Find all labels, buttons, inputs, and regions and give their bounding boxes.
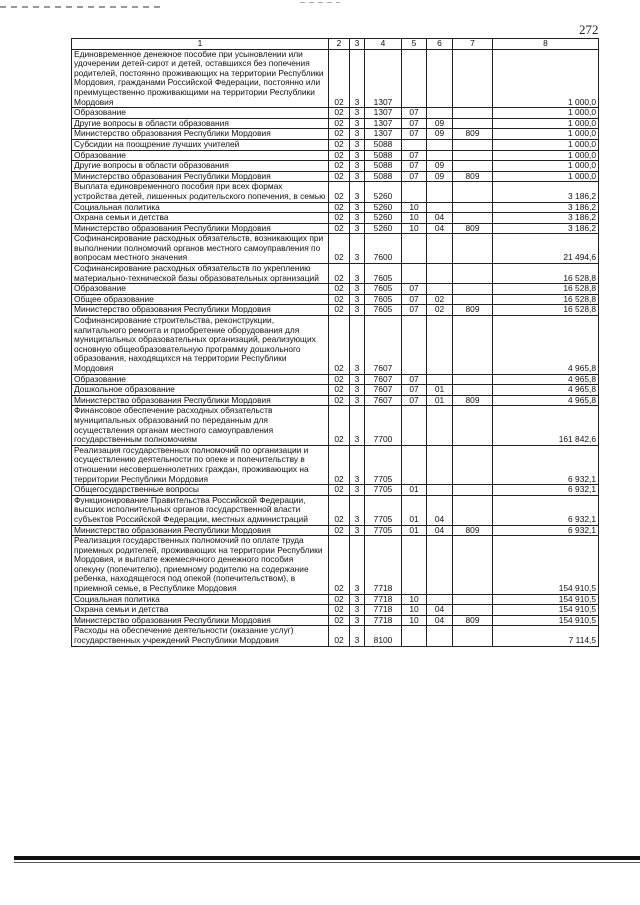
subsection-cell bbox=[427, 626, 453, 646]
code-cell: 3 bbox=[350, 161, 365, 172]
department-cell bbox=[453, 49, 493, 108]
table-row bbox=[72, 615, 599, 626]
target-article-cell: 5260 bbox=[365, 182, 402, 202]
department-cell: 809 bbox=[453, 129, 493, 140]
subsection-cell: 01 bbox=[427, 395, 453, 406]
section-cell: 07 bbox=[402, 129, 427, 140]
table-row bbox=[72, 264, 599, 284]
row-name-cell: Софинансирование расходных обязательств, возникающих при выполнении полномочий органов местного самоуправления по вопросам местного значения bbox=[72, 234, 329, 264]
row-name-cell: Охрана семьи и детства bbox=[72, 213, 329, 224]
code-cell: 3 bbox=[350, 594, 365, 605]
code-cell: 02 bbox=[329, 605, 350, 616]
code-cell: 02 bbox=[329, 525, 350, 536]
target-article-cell: 8100 bbox=[365, 626, 402, 646]
department-cell bbox=[453, 626, 493, 646]
amount-cell: 1 000,0 bbox=[493, 49, 599, 108]
column-header: 7 bbox=[453, 39, 493, 50]
code-cell: 3 bbox=[350, 150, 365, 161]
code-cell: 3 bbox=[350, 316, 365, 375]
department-cell: 809 bbox=[453, 615, 493, 626]
section-cell: 07 bbox=[402, 118, 427, 129]
target-article-cell: 5260 bbox=[365, 223, 402, 234]
code-cell: 02 bbox=[329, 485, 350, 496]
code-cell: 3 bbox=[350, 284, 365, 295]
table-row bbox=[72, 150, 599, 161]
code-cell: 3 bbox=[350, 406, 365, 445]
table-row bbox=[72, 495, 599, 525]
code-cell: 02 bbox=[329, 118, 350, 129]
subsection-cell bbox=[427, 284, 453, 295]
code-cell: 02 bbox=[329, 626, 350, 646]
section-cell: 07 bbox=[402, 161, 427, 172]
table-row bbox=[72, 108, 599, 119]
scan-artifact bbox=[0, 6, 160, 8]
table-row bbox=[72, 406, 599, 445]
code-cell: 3 bbox=[350, 495, 365, 525]
target-article-cell: 5088 bbox=[365, 139, 402, 150]
subsection-cell: 04 bbox=[427, 615, 453, 626]
subsection-cell: 04 bbox=[427, 213, 453, 224]
subsection-cell bbox=[427, 406, 453, 445]
table-header-row bbox=[72, 39, 599, 50]
section-cell: 10 bbox=[402, 594, 427, 605]
table-row bbox=[72, 305, 599, 316]
amount-cell: 4 965,8 bbox=[493, 395, 599, 406]
table-row bbox=[72, 49, 599, 108]
subsection-cell: 09 bbox=[427, 171, 453, 182]
code-cell: 02 bbox=[329, 316, 350, 375]
column-header: 4 bbox=[365, 39, 402, 50]
section-cell: 07 bbox=[402, 374, 427, 385]
target-article-cell: 7607 bbox=[365, 395, 402, 406]
subsection-cell: 02 bbox=[427, 305, 453, 316]
department-cell bbox=[453, 118, 493, 129]
code-cell: 02 bbox=[329, 202, 350, 213]
table-row bbox=[72, 182, 599, 202]
section-cell: 10 bbox=[402, 213, 427, 224]
code-cell: 02 bbox=[329, 594, 350, 605]
target-article-cell: 7718 bbox=[365, 594, 402, 605]
department-cell bbox=[453, 108, 493, 119]
row-name-cell: Образование bbox=[72, 374, 329, 385]
table-row bbox=[72, 294, 599, 305]
code-cell: 02 bbox=[329, 234, 350, 264]
department-cell bbox=[453, 202, 493, 213]
code-cell: 02 bbox=[329, 108, 350, 119]
amount-cell: 3 186,2 bbox=[493, 202, 599, 213]
amount-cell: 154 910,5 bbox=[493, 615, 599, 626]
row-name-cell: Образование bbox=[72, 150, 329, 161]
subsection-cell: 04 bbox=[427, 223, 453, 234]
amount-cell: 1 000,0 bbox=[493, 161, 599, 172]
code-cell: 3 bbox=[350, 49, 365, 108]
column-header: 2 bbox=[329, 39, 350, 50]
code-cell: 3 bbox=[350, 118, 365, 129]
scan-edge bbox=[14, 856, 640, 860]
target-article-cell: 7605 bbox=[365, 305, 402, 316]
section-cell bbox=[402, 49, 427, 108]
code-cell: 3 bbox=[350, 525, 365, 536]
department-cell: 809 bbox=[453, 525, 493, 536]
code-cell: 3 bbox=[350, 605, 365, 616]
table-row bbox=[72, 161, 599, 172]
amount-cell: 161 842,6 bbox=[493, 406, 599, 445]
table-row bbox=[72, 525, 599, 536]
amount-cell: 16 528,8 bbox=[493, 264, 599, 284]
row-name-cell: Реализация государственных полномочий по организации и осуществлению деятельности по опеке и попечительству в отношении несовершеннолетних граждан, проживающих на территории Республики Мордовия bbox=[72, 445, 329, 484]
code-cell: 02 bbox=[329, 49, 350, 108]
department-cell bbox=[453, 495, 493, 525]
department-cell: 809 bbox=[453, 395, 493, 406]
target-article-cell: 1307 bbox=[365, 129, 402, 140]
amount-cell: 16 528,8 bbox=[493, 294, 599, 305]
code-cell: 3 bbox=[350, 202, 365, 213]
target-article-cell: 7705 bbox=[365, 485, 402, 496]
code-cell: 02 bbox=[329, 150, 350, 161]
code-cell: 02 bbox=[329, 374, 350, 385]
code-cell: 3 bbox=[350, 305, 365, 316]
amount-cell: 16 528,8 bbox=[493, 284, 599, 295]
target-article-cell: 7607 bbox=[365, 374, 402, 385]
subsection-cell: 01 bbox=[427, 385, 453, 396]
subsection-cell bbox=[427, 49, 453, 108]
row-name-cell: Другие вопросы в области образования bbox=[72, 118, 329, 129]
section-cell: 07 bbox=[402, 150, 427, 161]
code-cell: 3 bbox=[350, 213, 365, 224]
code-cell: 02 bbox=[329, 161, 350, 172]
column-header: 5 bbox=[402, 39, 427, 50]
row-name-cell: Охрана семьи и детства bbox=[72, 605, 329, 616]
amount-cell: 154 910,5 bbox=[493, 594, 599, 605]
section-cell: 07 bbox=[402, 108, 427, 119]
row-name-cell: Единовременное денежное пособие при усыновлении или удочерении детей-сирот и детей, оставшихся без попечения родителей, постоянно проживающих на территории Республики Мордовия, гражданами Российской Федерации, постоянно или преимущественно проживающими на территории Республики Мордовия bbox=[72, 49, 329, 108]
department-cell: 809 bbox=[453, 171, 493, 182]
section-cell: 10 bbox=[402, 615, 427, 626]
table-row bbox=[72, 139, 599, 150]
code-cell: 3 bbox=[350, 294, 365, 305]
row-name-cell: Министерство образования Республики Мордовия bbox=[72, 615, 329, 626]
page-number: 272 bbox=[579, 22, 599, 37]
row-name-cell: Министерство образования Республики Мордовия bbox=[72, 171, 329, 182]
subsection-cell bbox=[427, 316, 453, 375]
code-cell: 02 bbox=[329, 129, 350, 140]
table-row bbox=[72, 594, 599, 605]
amount-cell: 3 186,2 bbox=[493, 213, 599, 224]
amount-cell: 4 965,8 bbox=[493, 385, 599, 396]
department-cell: 809 bbox=[453, 223, 493, 234]
code-cell: 3 bbox=[350, 485, 365, 496]
section-cell: 10 bbox=[402, 202, 427, 213]
amount-cell: 6 932,1 bbox=[493, 525, 599, 536]
target-article-cell: 1307 bbox=[365, 49, 402, 108]
table-row bbox=[72, 374, 599, 385]
target-article-cell: 1307 bbox=[365, 108, 402, 119]
code-cell: 02 bbox=[329, 294, 350, 305]
section-cell bbox=[402, 139, 427, 150]
amount-cell: 1 000,0 bbox=[493, 118, 599, 129]
amount-cell: 154 910,5 bbox=[493, 605, 599, 616]
amount-cell: 6 932,1 bbox=[493, 485, 599, 496]
target-article-cell: 7605 bbox=[365, 284, 402, 295]
subsection-cell bbox=[427, 108, 453, 119]
table-row bbox=[72, 129, 599, 140]
department-cell: 809 bbox=[453, 305, 493, 316]
subsection-cell bbox=[427, 234, 453, 264]
column-header: 1 bbox=[72, 39, 329, 50]
row-name-cell: Социальная политика bbox=[72, 594, 329, 605]
amount-cell: 1 000,0 bbox=[493, 150, 599, 161]
target-article-cell: 7600 bbox=[365, 234, 402, 264]
target-article-cell: 7700 bbox=[365, 406, 402, 445]
code-cell: 3 bbox=[350, 139, 365, 150]
table-row bbox=[72, 605, 599, 616]
code-cell: 3 bbox=[350, 129, 365, 140]
section-cell bbox=[402, 626, 427, 646]
amount-cell: 4 965,8 bbox=[493, 316, 599, 375]
subsection-cell: 02 bbox=[427, 294, 453, 305]
department-cell bbox=[453, 150, 493, 161]
amount-cell: 21 494,6 bbox=[493, 234, 599, 264]
column-header: 3 bbox=[350, 39, 365, 50]
section-cell bbox=[402, 264, 427, 284]
section-cell: 01 bbox=[402, 495, 427, 525]
department-cell bbox=[453, 406, 493, 445]
amount-cell: 16 528,8 bbox=[493, 305, 599, 316]
code-cell: 3 bbox=[350, 223, 365, 234]
department-cell bbox=[453, 316, 493, 375]
section-cell bbox=[402, 234, 427, 264]
subsection-cell bbox=[427, 485, 453, 496]
code-cell: 3 bbox=[350, 182, 365, 202]
code-cell: 3 bbox=[350, 374, 365, 385]
subsection-cell: 09 bbox=[427, 129, 453, 140]
section-cell: 07 bbox=[402, 171, 427, 182]
section-cell: 10 bbox=[402, 605, 427, 616]
code-cell: 02 bbox=[329, 171, 350, 182]
code-cell: 3 bbox=[350, 395, 365, 406]
table-row bbox=[72, 385, 599, 396]
code-cell: 02 bbox=[329, 213, 350, 224]
table-row bbox=[72, 485, 599, 496]
amount-cell: 3 186,2 bbox=[493, 182, 599, 202]
department-cell bbox=[453, 182, 493, 202]
row-name-cell: Другие вопросы в области образования bbox=[72, 161, 329, 172]
row-name-cell: Финансовое обеспечение расходных обязательств муниципальных образований по переданным для осуществления органам местного самоуправления государственным полномочиям bbox=[72, 406, 329, 445]
row-name-cell: Министерство образования Республики Мордовия bbox=[72, 395, 329, 406]
code-cell: 02 bbox=[329, 284, 350, 295]
target-article-cell: 7705 bbox=[365, 525, 402, 536]
code-cell: 02 bbox=[329, 264, 350, 284]
department-cell bbox=[453, 264, 493, 284]
subsection-cell: 04 bbox=[427, 495, 453, 525]
budget-table bbox=[71, 38, 599, 647]
row-name-cell: Образование bbox=[72, 284, 329, 295]
code-cell: 02 bbox=[329, 395, 350, 406]
target-article-cell: 7605 bbox=[365, 264, 402, 284]
subsection-cell bbox=[427, 150, 453, 161]
department-cell bbox=[453, 213, 493, 224]
target-article-cell: 5088 bbox=[365, 150, 402, 161]
section-cell: 01 bbox=[402, 525, 427, 536]
code-cell: 02 bbox=[329, 223, 350, 234]
code-cell: 3 bbox=[350, 171, 365, 182]
code-cell: 3 bbox=[350, 536, 365, 595]
amount-cell: 4 965,8 bbox=[493, 374, 599, 385]
amount-cell: 3 186,2 bbox=[493, 223, 599, 234]
subsection-cell: 09 bbox=[427, 118, 453, 129]
section-cell: 01 bbox=[402, 485, 427, 496]
subsection-cell bbox=[427, 182, 453, 202]
section-cell: 07 bbox=[402, 305, 427, 316]
section-cell bbox=[402, 182, 427, 202]
table-row bbox=[72, 284, 599, 295]
target-article-cell: 5260 bbox=[365, 202, 402, 213]
department-cell bbox=[453, 594, 493, 605]
amount-cell: 1 000,0 bbox=[493, 171, 599, 182]
row-name-cell: Функционирование Правительства Российской Федерации, высших исполнительных органов государственной власти субъектов Российской Федерации, местных администраций bbox=[72, 495, 329, 525]
table-row bbox=[72, 536, 599, 595]
table-row bbox=[72, 171, 599, 182]
section-cell bbox=[402, 445, 427, 484]
department-cell bbox=[453, 161, 493, 172]
target-article-cell: 7607 bbox=[365, 385, 402, 396]
target-article-cell: 5088 bbox=[365, 161, 402, 172]
table-row bbox=[72, 234, 599, 264]
row-name-cell: Дошкольное образование bbox=[72, 385, 329, 396]
code-cell: 02 bbox=[329, 385, 350, 396]
subsection-cell: 04 bbox=[427, 605, 453, 616]
target-article-cell: 7705 bbox=[365, 445, 402, 484]
section-cell: 07 bbox=[402, 395, 427, 406]
row-name-cell: Общее образование bbox=[72, 294, 329, 305]
amount-cell: 7 114,5 bbox=[493, 626, 599, 646]
scan-artifact bbox=[300, 2, 340, 3]
subsection-cell bbox=[427, 445, 453, 484]
amount-cell: 154 910,5 bbox=[493, 536, 599, 595]
code-cell: 3 bbox=[350, 445, 365, 484]
row-name-cell: Софинансирование строительства, реконструкции, капитального ремонта и приобретение оборудования для муниципальных образовательных организаций, реализующих основную общеобразовательную программу дошкольного образования, находящихся на территории Республики Мордовия bbox=[72, 316, 329, 375]
code-cell: 02 bbox=[329, 139, 350, 150]
department-cell bbox=[453, 374, 493, 385]
code-cell: 02 bbox=[329, 495, 350, 525]
subsection-cell bbox=[427, 202, 453, 213]
table-row bbox=[72, 213, 599, 224]
target-article-cell: 7718 bbox=[365, 615, 402, 626]
code-cell: 02 bbox=[329, 182, 350, 202]
department-cell bbox=[453, 284, 493, 295]
code-cell: 3 bbox=[350, 234, 365, 264]
row-name-cell: Министерство образования Республики Мордовия bbox=[72, 129, 329, 140]
amount-cell: 6 932,1 bbox=[493, 445, 599, 484]
row-name-cell: Софинансирование расходных обязательств по укреплению материально-технической базы образовательных организаций bbox=[72, 264, 329, 284]
row-name-cell: Общегосударственные вопросы bbox=[72, 485, 329, 496]
target-article-cell: 7718 bbox=[365, 536, 402, 595]
subsection-cell: 09 bbox=[427, 161, 453, 172]
row-name-cell: Реализация государственных полномочий по оплате труда приемных родителей, проживающих на территории Республики Мордовия, и выплате ежемесячного денежного пособия опекуну (попечителю), приемному родителю на содержание ребенка, находящегося под опекой (попечительством), в приемной семье, в Республике Мордовия bbox=[72, 536, 329, 595]
section-cell: 10 bbox=[402, 223, 427, 234]
target-article-cell: 7705 bbox=[365, 495, 402, 525]
section-cell bbox=[402, 536, 427, 595]
scan-edge bbox=[14, 862, 640, 863]
row-name-cell: Министерство образования Республики Мордовия bbox=[72, 525, 329, 536]
subsection-cell bbox=[427, 594, 453, 605]
subsection-cell bbox=[427, 139, 453, 150]
row-name-cell: Субсидии на поощрение лучших учителей bbox=[72, 139, 329, 150]
code-cell: 3 bbox=[350, 385, 365, 396]
code-cell: 3 bbox=[350, 108, 365, 119]
amount-cell: 1 000,0 bbox=[493, 129, 599, 140]
row-name-cell: Министерство образования Республики Мордовия bbox=[72, 223, 329, 234]
table-row bbox=[72, 202, 599, 213]
department-cell bbox=[453, 294, 493, 305]
department-cell bbox=[453, 385, 493, 396]
table-row bbox=[72, 445, 599, 484]
row-name-cell: Социальная политика bbox=[72, 202, 329, 213]
row-name-cell: Министерство образования Республики Мордовия bbox=[72, 305, 329, 316]
code-cell: 02 bbox=[329, 445, 350, 484]
section-cell: 07 bbox=[402, 284, 427, 295]
code-cell: 02 bbox=[329, 615, 350, 626]
row-name-cell: Образование bbox=[72, 108, 329, 119]
code-cell: 02 bbox=[329, 305, 350, 316]
amount-cell: 1 000,0 bbox=[493, 108, 599, 119]
code-cell: 3 bbox=[350, 626, 365, 646]
subsection-cell bbox=[427, 374, 453, 385]
target-article-cell: 5088 bbox=[365, 171, 402, 182]
target-article-cell: 7718 bbox=[365, 605, 402, 616]
table-row bbox=[72, 626, 599, 646]
code-cell: 3 bbox=[350, 615, 365, 626]
section-cell: 07 bbox=[402, 294, 427, 305]
table-row bbox=[72, 118, 599, 129]
department-cell bbox=[453, 605, 493, 616]
table-row bbox=[72, 395, 599, 406]
amount-cell: 6 932,1 bbox=[493, 495, 599, 525]
subsection-cell bbox=[427, 536, 453, 595]
target-article-cell: 5260 bbox=[365, 213, 402, 224]
target-article-cell: 7607 bbox=[365, 316, 402, 375]
code-cell: 02 bbox=[329, 406, 350, 445]
department-cell bbox=[453, 445, 493, 484]
department-cell bbox=[453, 485, 493, 496]
department-cell bbox=[453, 234, 493, 264]
column-header: 6 bbox=[427, 39, 453, 50]
amount-cell: 1 000,0 bbox=[493, 139, 599, 150]
subsection-cell: 04 bbox=[427, 525, 453, 536]
table-row bbox=[72, 316, 599, 375]
target-article-cell: 1307 bbox=[365, 118, 402, 129]
row-name-cell: Расходы на обеспечение деятельности (оказание услуг) государственных учреждений Республики Мордовия bbox=[72, 626, 329, 646]
department-cell bbox=[453, 536, 493, 595]
code-cell: 02 bbox=[329, 536, 350, 595]
section-cell: 07 bbox=[402, 385, 427, 396]
section-cell bbox=[402, 316, 427, 375]
code-cell: 3 bbox=[350, 264, 365, 284]
subsection-cell bbox=[427, 264, 453, 284]
row-name-cell: Выплата единовременного пособия при всех формах устройства детей, лишенных родительского попечения, в семью bbox=[72, 182, 329, 202]
department-cell bbox=[453, 139, 493, 150]
table-row bbox=[72, 223, 599, 234]
section-cell bbox=[402, 406, 427, 445]
column-header: 8 bbox=[493, 39, 599, 50]
target-article-cell: 7605 bbox=[365, 294, 402, 305]
